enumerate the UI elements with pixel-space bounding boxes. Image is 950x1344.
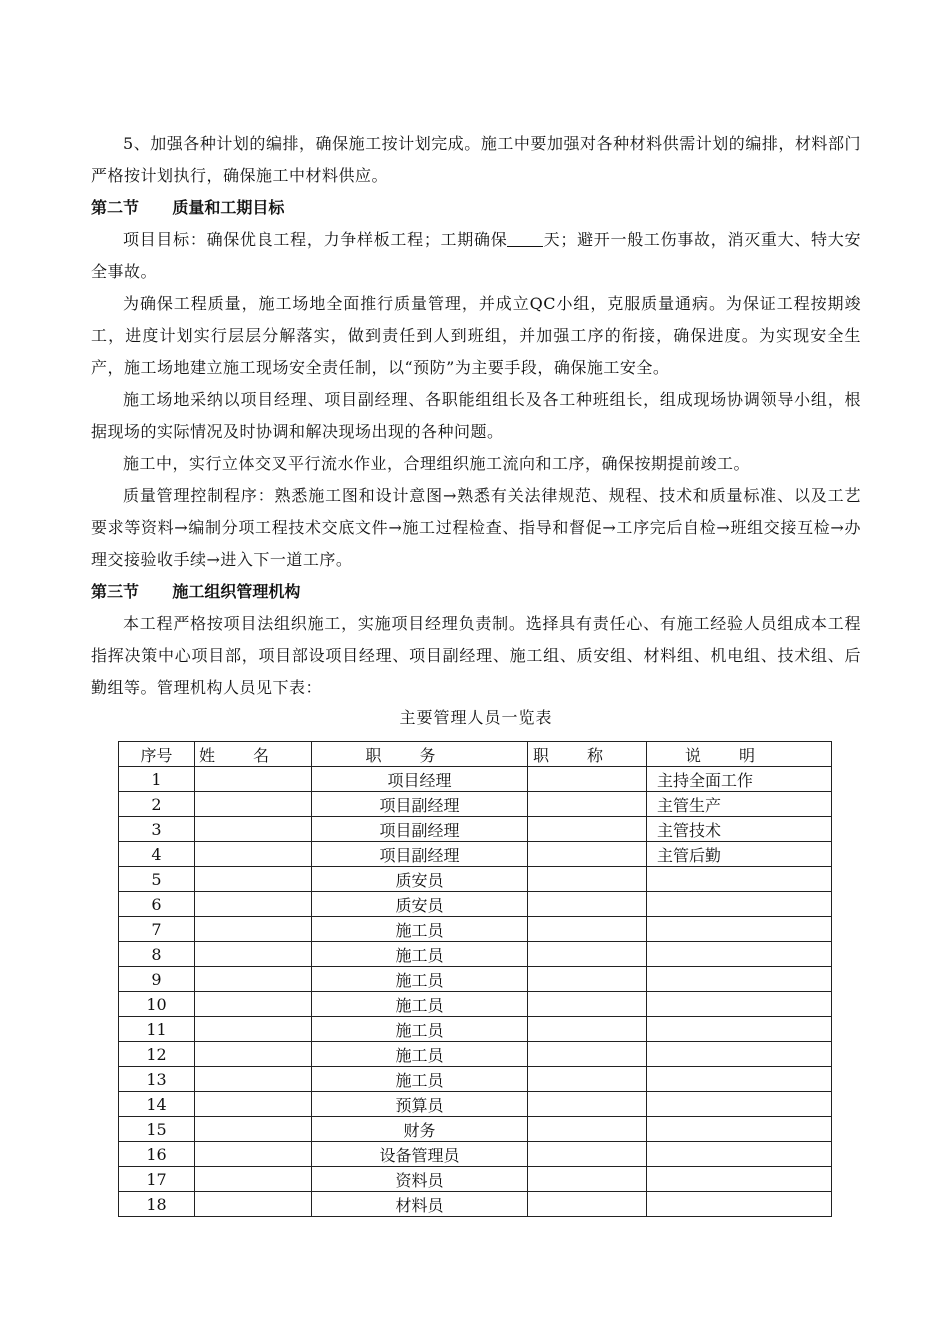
cell-title [528,1167,647,1192]
header-notes: 说明 [647,742,832,767]
table-row [119,1192,832,1217]
table-row [119,1142,832,1167]
cell-notes: 主管技术 [647,817,832,842]
cell-index: 13 [119,1067,195,1092]
cell-title [528,1192,647,1217]
table-row [119,867,832,892]
cell-name [195,1192,312,1217]
cell-index: 15 [119,1117,195,1142]
cell-notes [647,1042,832,1067]
cell-name [195,967,312,992]
cell-index: 9 [119,967,195,992]
cell-position: 预算员 [312,1092,528,1117]
cell-index: 14 [119,1092,195,1117]
cell-notes [647,1092,832,1117]
paragraph-quality-procedure: 质量管理控制程序：熟悉施工图和设计意图→熟悉有关法律规范、规程、技术和质量标准、以及工艺要求等资料→编制分项工程技术交底文件→施工过程检查、指导和督促→工序完后自检→班组交接互检→办理交接验收手续→进入下一道工序。 [91,486,861,569]
header-position: 职务 [312,742,528,767]
header-title: 职称 [528,742,647,767]
cell-notes [647,867,832,892]
cell-notes [647,1117,832,1142]
cell-notes: 主持全面工作 [647,767,832,792]
paragraph-construction: 施工中，实行立体交叉平行流水作业，合理组织施工流向和工序，确保按期提前竣工。 [123,454,751,473]
header-name: 姓名 [195,742,312,767]
cell-position: 项目经理 [312,767,528,792]
cell-title [528,767,647,792]
cell-index: 12 [119,1042,195,1067]
cell-position: 施工员 [312,917,528,942]
cell-title [528,992,647,1017]
cell-position: 资料员 [312,1167,528,1192]
cell-position: 施工员 [312,967,528,992]
table-row [119,817,832,842]
cell-index: 8 [119,942,195,967]
cell-name [195,1067,312,1092]
cell-position: 施工员 [312,942,528,967]
cell-position: 质安员 [312,892,528,917]
cell-notes [647,1017,832,1042]
table-row [119,1017,832,1042]
cell-title [528,1117,647,1142]
cell-notes [647,942,832,967]
cell-position: 施工员 [312,1067,528,1092]
cell-name [195,1167,312,1192]
cell-title [528,842,647,867]
cell-position: 项目副经理 [312,842,528,867]
cell-name [195,992,312,1017]
table-row [119,767,832,792]
cell-name [195,867,312,892]
cell-notes [647,1192,832,1217]
cell-notes [647,917,832,942]
cell-name [195,917,312,942]
cell-index: 7 [119,917,195,942]
table-row [119,942,832,967]
cell-notes [647,1142,832,1167]
table-row [119,1042,832,1067]
cell-title [528,1017,647,1042]
table-row [119,917,832,942]
cell-title [528,967,647,992]
cell-name [195,892,312,917]
staff-table [118,741,832,1217]
section-3-title: 第三节 施工组织管理机构 [91,582,301,601]
body-text [91,128,861,730]
table-row [119,1092,832,1117]
cell-name [195,792,312,817]
paragraph-project-goal [91,224,861,288]
cell-index: 5 [119,867,195,892]
cell-name [195,1042,312,1067]
duration-blank [507,230,543,247]
cell-name [195,942,312,967]
cell-name [195,817,312,842]
cell-title [528,792,647,817]
table-row [119,1117,832,1142]
table-row [119,842,832,867]
cell-title [528,942,647,967]
cell-position: 材料员 [312,1192,528,1217]
table-row [119,967,832,992]
cell-position: 施工员 [312,1017,528,1042]
paragraph-organization: 本工程严格按项目法组织施工，实施项目经理负责制。选择具有责任心、有施工经验人员组成本工程指挥决策中心项目部，项目部设项目经理、项目副经理、施工组、质安组、材料组、机电组、技术组、后勤组等。管理机构人员见下表： [91,614,861,697]
cell-notes [647,892,832,917]
paragraph-plan: 5、加强各种计划的编排，确保施工按计划完成。施工中要加强对各种材料供需计划的编排，材料部门严格按计划执行，确保施工中材料供应。 [91,134,861,185]
table-row [119,1067,832,1092]
cell-title [528,1092,647,1117]
paragraph-leadership: 施工场地采纳以项目经理、项目副经理、各职能组组长及各工种班组长，组成现场协调领导小组，根据现场的实际情况及时协调和解决现场出现的各种问题。 [91,390,861,441]
paragraph-quality: 为确保工程质量，施工场地全面推行质量管理，并成立QC小组，克服质量通病。为保证工程按期竣工，进度计划实行层层分解落实，做到责任到人到班组，并加强工序的衔接，确保进度。为实现安全生产，施工场地建立施工现场安全责任制，以“预防”为主要手段，确保施工安全。 [91,294,861,377]
cell-position: 项目副经理 [312,792,528,817]
cell-index: 3 [119,817,195,842]
cell-name [195,767,312,792]
cell-index: 11 [119,1017,195,1042]
cell-position: 施工员 [312,1042,528,1067]
cell-name [195,1017,312,1042]
cell-index: 10 [119,992,195,1017]
cell-position: 质安员 [312,867,528,892]
cell-index: 17 [119,1167,195,1192]
cell-notes [647,1067,832,1092]
cell-notes [647,1167,832,1192]
cell-title [528,1142,647,1167]
table-row [119,892,832,917]
cell-index: 4 [119,842,195,867]
cell-index: 16 [119,1142,195,1167]
cell-index: 18 [119,1192,195,1217]
table-body [119,767,832,1217]
table-row [119,992,832,1017]
cell-title [528,892,647,917]
cell-notes [647,967,832,992]
cell-title [528,1067,647,1092]
cell-index: 1 [119,767,195,792]
goal-prefix: 项目目标：确保优良工程，力争样板工程；工期确保 [123,230,508,249]
cell-title [528,867,647,892]
cell-index: 2 [119,792,195,817]
table-header-row [119,742,832,767]
table-row [119,1167,832,1192]
cell-title [528,817,647,842]
header-index: 序号 [119,742,195,767]
table-row [119,792,832,817]
cell-notes: 主管后勤 [647,842,832,867]
cell-notes [647,992,832,1017]
cell-position: 设备管理员 [312,1142,528,1167]
cell-title [528,917,647,942]
cell-position: 施工员 [312,992,528,1017]
cell-name [195,842,312,867]
section-2-title: 第二节 质量和工期目标 [91,198,285,217]
cell-title [528,1042,647,1067]
cell-index: 6 [119,892,195,917]
cell-name [195,1117,312,1142]
cell-position: 项目副经理 [312,817,528,842]
cell-name [195,1142,312,1167]
cell-name [195,1092,312,1117]
goal-suffix: 天；避开一般工伤事故，消灭重大、特大安全事故。 [91,230,861,281]
cell-notes: 主管生产 [647,792,832,817]
cell-position: 财务 [312,1117,528,1142]
table-caption: 主要管理人员一览表 [399,708,553,727]
